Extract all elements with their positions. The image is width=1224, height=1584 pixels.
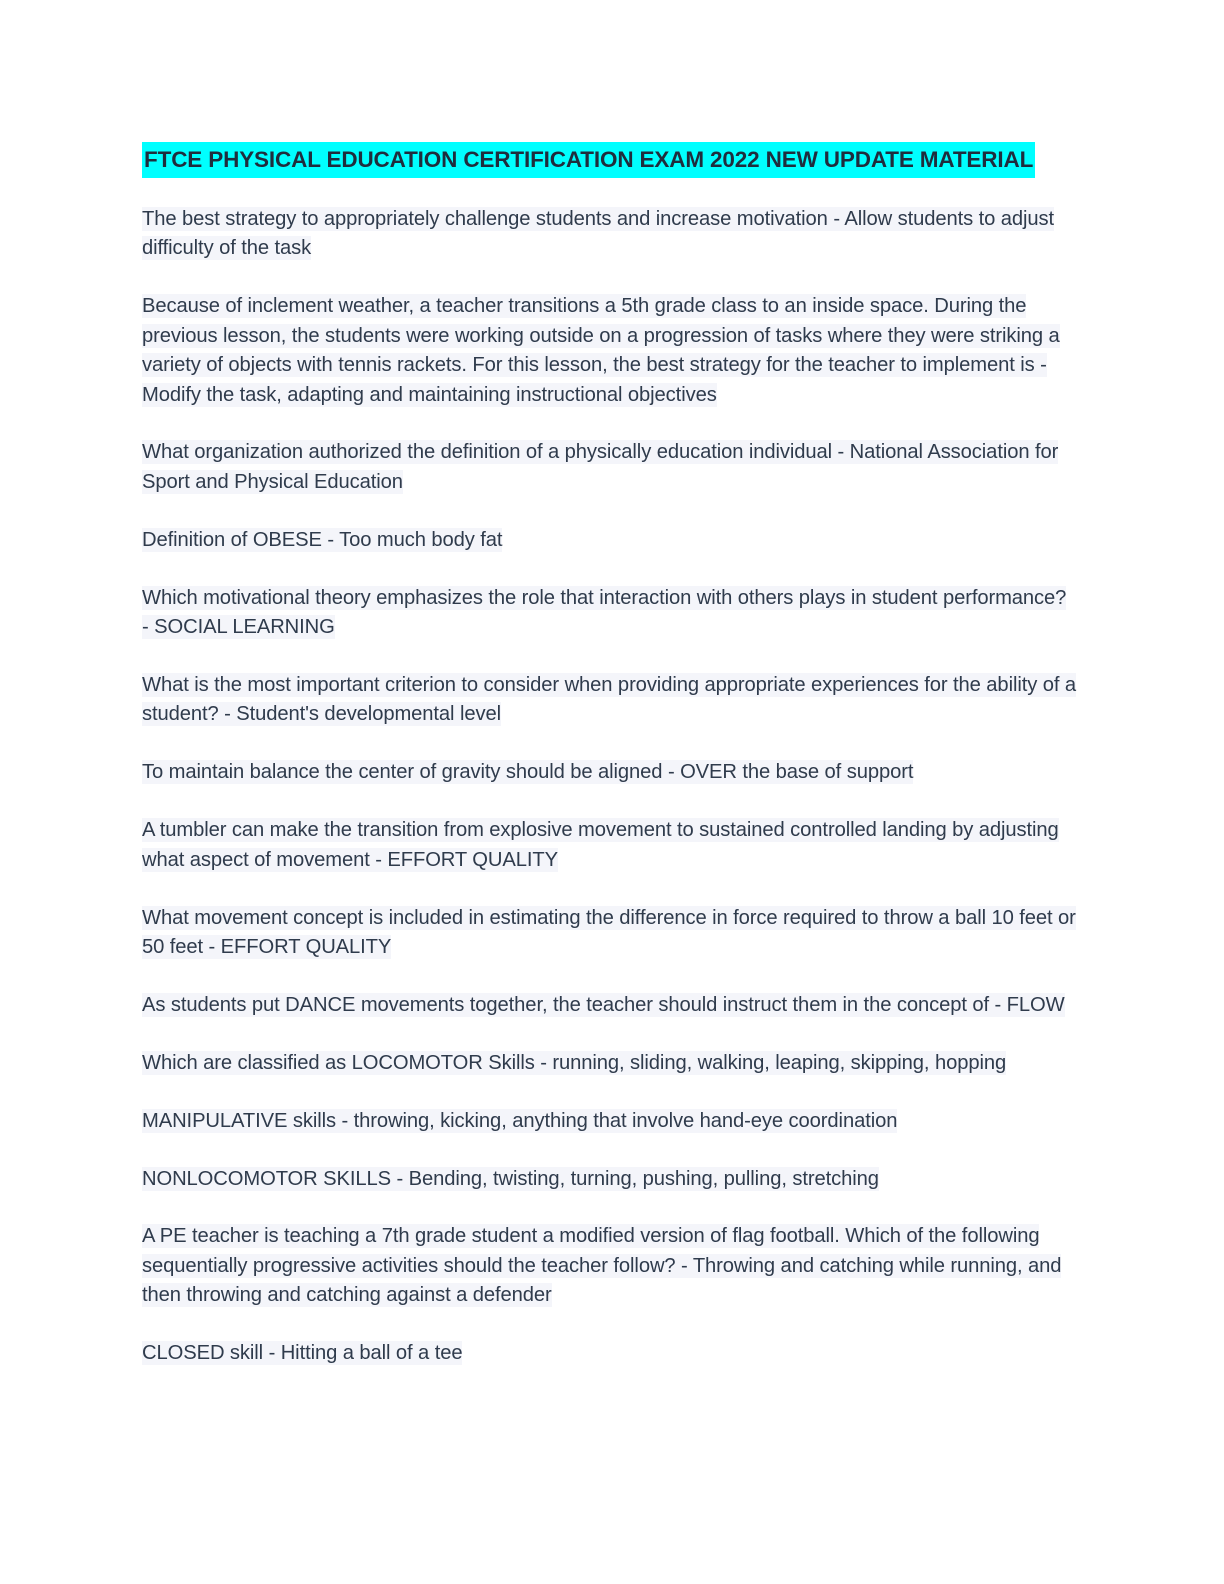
qa-item-text: Which motivational theory emphasizes the role that interaction with others plays in student performance? - SOCIAL LEARNING	[142, 586, 1067, 639]
qa-item	[142, 1049, 1077, 1078]
qa-item-text: To maintain balance the center of gravity should be aligned - OVER the base of support	[142, 761, 914, 784]
qa-item	[142, 438, 1077, 497]
qa-item-text: The best strategy to appropriately challenge students and increase motivation - Allow students to adjust difficulty of the task	[142, 208, 1055, 260]
qa-list	[142, 205, 1077, 1369]
qa-item-text: What movement concept is included in estimating the difference in force required to throw a ball 10 feet or 50 feet - EFFORT QUALITY	[142, 906, 1076, 958]
qa-item-text: Definition of OBESE - Too much body fat	[142, 528, 503, 551]
qa-item-text: What is the most important criterion to consider when providing appropriate experiences for the ability of a student? - Student's developmental level	[142, 673, 1077, 726]
qa-item	[142, 1165, 1077, 1194]
qa-item	[142, 816, 1077, 875]
qa-item-text: What organization authorized the definition of a physically education individual - National Association for Sport and Physical Education	[142, 441, 1059, 493]
qa-item	[142, 1222, 1077, 1310]
qa-item-text: As students put DANCE movements together, the teacher should instruct them in the concept of - FLOW	[142, 993, 1065, 1016]
qa-item-text: A tumbler can make the transition from explosive movement to sustained controlled landing by adjusting what aspect of movement - EFFORT QUALITY	[142, 819, 1059, 871]
qa-item	[142, 205, 1077, 264]
document-page	[142, 142, 1077, 1397]
qa-item-text: NONLOCOMOTOR SKILLS - Bending, twisting, turning, pushing, pulling, stretching	[142, 1167, 879, 1190]
qa-item	[142, 584, 1077, 643]
qa-item	[142, 292, 1077, 410]
qa-item-text: CLOSED skill - Hitting a ball of a tee	[142, 1342, 463, 1365]
qa-item-text: A PE teacher is teaching a 7th grade student a modified version of flag football. Which of the following sequentially progressive activities should the teacher follow? - Throwing and catching while running, and then throwing and catching against a defender	[142, 1225, 1062, 1307]
qa-item-text: Because of inclement weather, a teacher transitions a 5th grade class to an inside space. During the previous lesson, the students were working outside on a progression of tasks where they were striking a variety of objects with tennis rackets. For this lesson, the best strategy for the teacher to implement is - Modify the task, adapting and maintaining instructional objectives	[142, 295, 1060, 406]
qa-item	[142, 1339, 1077, 1368]
qa-item	[142, 991, 1077, 1020]
qa-item	[142, 671, 1077, 730]
qa-item	[142, 526, 1077, 555]
qa-item	[142, 758, 1077, 787]
qa-item	[142, 1107, 1077, 1136]
qa-item-text: MANIPULATIVE skills - throwing, kicking, anything that involve hand-eye coordination	[142, 1109, 898, 1132]
qa-item-text: Which are classified as LOCOMOTOR Skills - running, sliding, walking, leaping, skipping, hopping	[142, 1051, 1007, 1074]
qa-item	[142, 904, 1077, 963]
document-title: FTCE PHYSICAL EDUCATION CERTIFICATION EXAM 2022 NEW UPDATE MATERIAL	[142, 142, 1035, 178]
